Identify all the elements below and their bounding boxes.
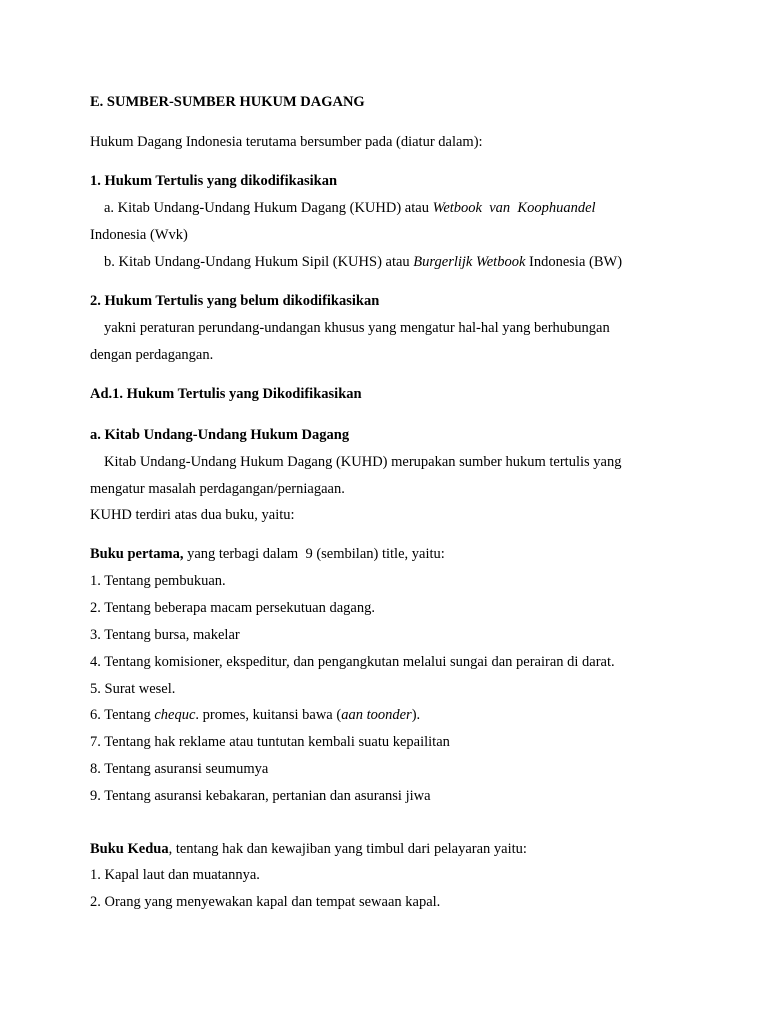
buku-pertama-item: 6. Tentang chequc. promes, kuitansi bawa (aan toonder). [90,707,421,723]
buku-pertama-item: 2. Tentang beberapa macam persekutuan dagang. [90,600,375,616]
section-1-title: 1. Hukum Tertulis yang dikodifikasikan [90,173,338,189]
buku-pertama-item: 1. Tentang pembukuan. [90,573,226,589]
buku-pertama-item: 7. Tentang hak reklame atau tuntutan kembali suatu kepailitan [90,734,450,750]
section-2-line-1: yakni peraturan perundang-undangan khusus yang mengatur hal-hal yang berhubungan [104,320,610,336]
buku-pertama-item: 8. Tentang asuransi seumumya [90,761,269,777]
item-1b: b. Kitab Undang-Undang Hukum Sipil (KUHS) atau Burgerlijk Wetbook Indonesia (BW) [104,254,623,270]
item-1a-continuation: Indonesia (Wvk) [90,227,188,243]
section-heading: E. SUMBER-SUMBER HUKUM DAGANG [90,94,365,110]
buku-pertama-item: 4. Tentang komisioner, ekspeditur, dan pengangkutan melalui sungai dan perairan di darat. [90,654,615,670]
ad1-subtitle: a. Kitab Undang-Undang Hukum Dagang [90,427,350,443]
buku-kedua-item: 2. Orang yang menyewakan kapal dan tempat sewaan kapal. [90,894,441,910]
buku-kedua-item: 1. Kapal laut dan muatannya. [90,867,260,883]
section-2-line-2: dengan perdagangan. [90,347,214,363]
intro-text: Hukum Dagang Indonesia terutama bersumber pada (diatur dalam): [90,134,483,150]
ad1-paragraph-line-1: Kitab Undang-Undang Hukum Dagang (KUHD) merupakan sumber hukum tertulis yang [104,454,622,470]
buku-pertama-item: 3. Tentang bursa, makelar [90,627,240,643]
buku-kedua-intro: Buku Kedua, tentang hak dan kewajiban yang timbul dari pelayaran yaitu: [90,841,527,857]
buku-pertama-item: 9. Tentang asuransi kebakaran, pertanian dan asuransi jiwa [90,788,431,804]
buku-pertama-item: 5. Surat wesel. [90,681,176,697]
buku-pertama-intro: Buku pertama, yang terbagi dalam 9 (sembilan) title, yaitu: [90,546,445,562]
ad1-paragraph-line-2: mengatur masalah perdagangan/perniagaan. [90,481,345,497]
ad1-title: Ad.1. Hukum Tertulis yang Dikodifikasikan [90,386,362,402]
section-2-title: 2. Hukum Tertulis yang belum dikodifikasikan [90,293,380,309]
item-1a: a. Kitab Undang-Undang Hukum Dagang (KUHD) atau Wetbook van Koophuandel [104,200,596,216]
ad1-paragraph-line-3: KUHD terdiri atas dua buku, yaitu: [90,507,295,523]
